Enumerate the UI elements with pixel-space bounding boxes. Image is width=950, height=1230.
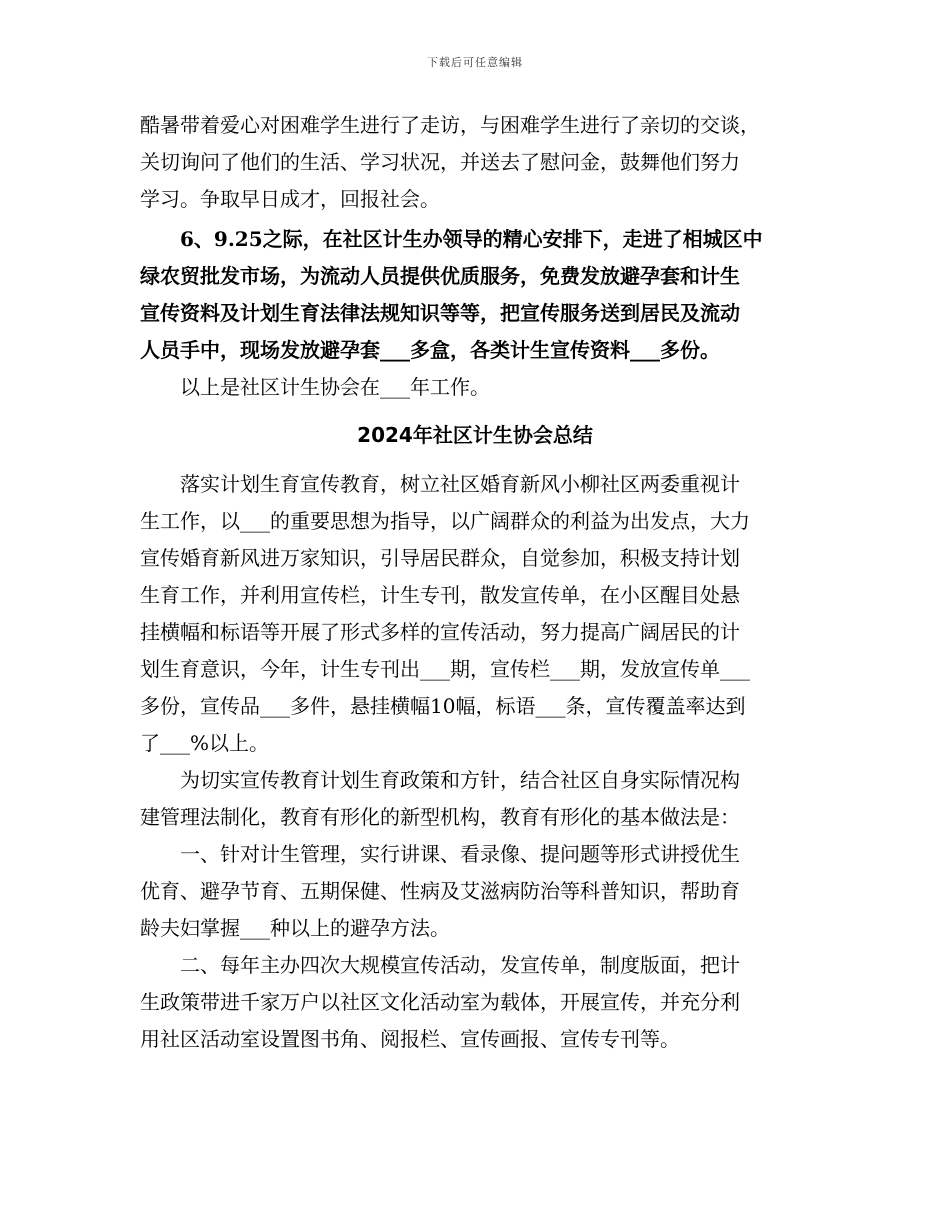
paragraph-line: 优育、避孕节育、五期保健、性病及艾滋病防治等科普知识，帮助育 xyxy=(140,879,740,903)
paragraph-line: 二、每年主办四次大规模宣传活动，发宣传单，制度版面，把计 xyxy=(140,953,740,977)
paragraph-line: 龄夫妇掌握___种以上的避孕方法。 xyxy=(140,916,450,940)
paragraph-line: 关切询问了他们的生活、学习状况，并送去了慰问金，鼓舞他们努力 xyxy=(140,150,740,174)
paragraph-line: 生育工作，并利用宣传栏，计生专刊，散发宣传单，在小区醒目处悬 xyxy=(140,583,740,607)
paragraph-line: 多份，宣传品___多件，悬挂横幅10幅，标语___条，宣传覆盖率达到 xyxy=(140,694,746,718)
paragraph-line: 生政策带进千家万户以社区文化活动室为载体，开展宣传，并充分利 xyxy=(140,990,740,1014)
paragraph-line: 生工作，以___的重要思想为指导，以广阔群众的利益为出发点，大力 xyxy=(140,509,750,533)
paragraph-line: 为切实宣传教育计划生育政策和方针，结合社区自身实际情况构 xyxy=(140,768,740,792)
paragraph-line: 建管理法制化，教育有形化的新型机构，教育有形化的基本做法是： xyxy=(140,805,740,829)
bold-paragraph-line: 6、9.25之际，在社区计生办领导的精心安排下，走进了相城区中 xyxy=(140,227,763,251)
section-title: 2024年社区计生协会总结 xyxy=(357,423,593,447)
paragraph-line: 酷暑带着爱心对困难学生进行了走访，与困难学生进行了亲切的交谈， xyxy=(140,113,760,137)
page-header: 下载后可任意编辑 xyxy=(427,56,523,69)
paragraph-line: 了___%以上。 xyxy=(140,731,270,755)
paragraph-line: 落实计划生育宣传教育，树立社区婚育新风小柳社区两委重视计 xyxy=(140,472,740,496)
closing-line: 以上是社区计生协会在___年工作。 xyxy=(140,375,490,399)
paragraph-line: 学习。争取早日成才，回报社会。 xyxy=(140,187,440,211)
bold-paragraph-line: 绿农贸批发市场，为流动人员提供优质服务，免费发放避孕套和计生 xyxy=(140,264,740,288)
paragraph-line: 划生育意识，今年，计生专刊出___期，宣传栏___期，发放宣传单___ xyxy=(140,657,750,681)
bold-paragraph-line: 人员手中，现场发放避孕套___多盒，各类计生宣传资料___多份。 xyxy=(140,338,720,362)
paragraph-line: 宣传婚育新风进万家知识，引导居民群众，自觉参加，积极支持计划 xyxy=(140,546,740,570)
paragraph-line: 挂横幅和标语等开展了形式多样的宣传活动，努力提高广阔居民的计 xyxy=(140,620,740,644)
bold-paragraph-line: 宣传资料及计划生育法律法规知识等等，把宣传服务送到居民及流动 xyxy=(140,301,740,325)
paragraph-line: 用社区活动室设置图书角、阅报栏、宣传画报、宣传专刊等。 xyxy=(140,1027,680,1051)
paragraph-line: 一、针对计生管理，实行讲课、看录像、提问题等形式讲授优生 xyxy=(140,842,740,866)
